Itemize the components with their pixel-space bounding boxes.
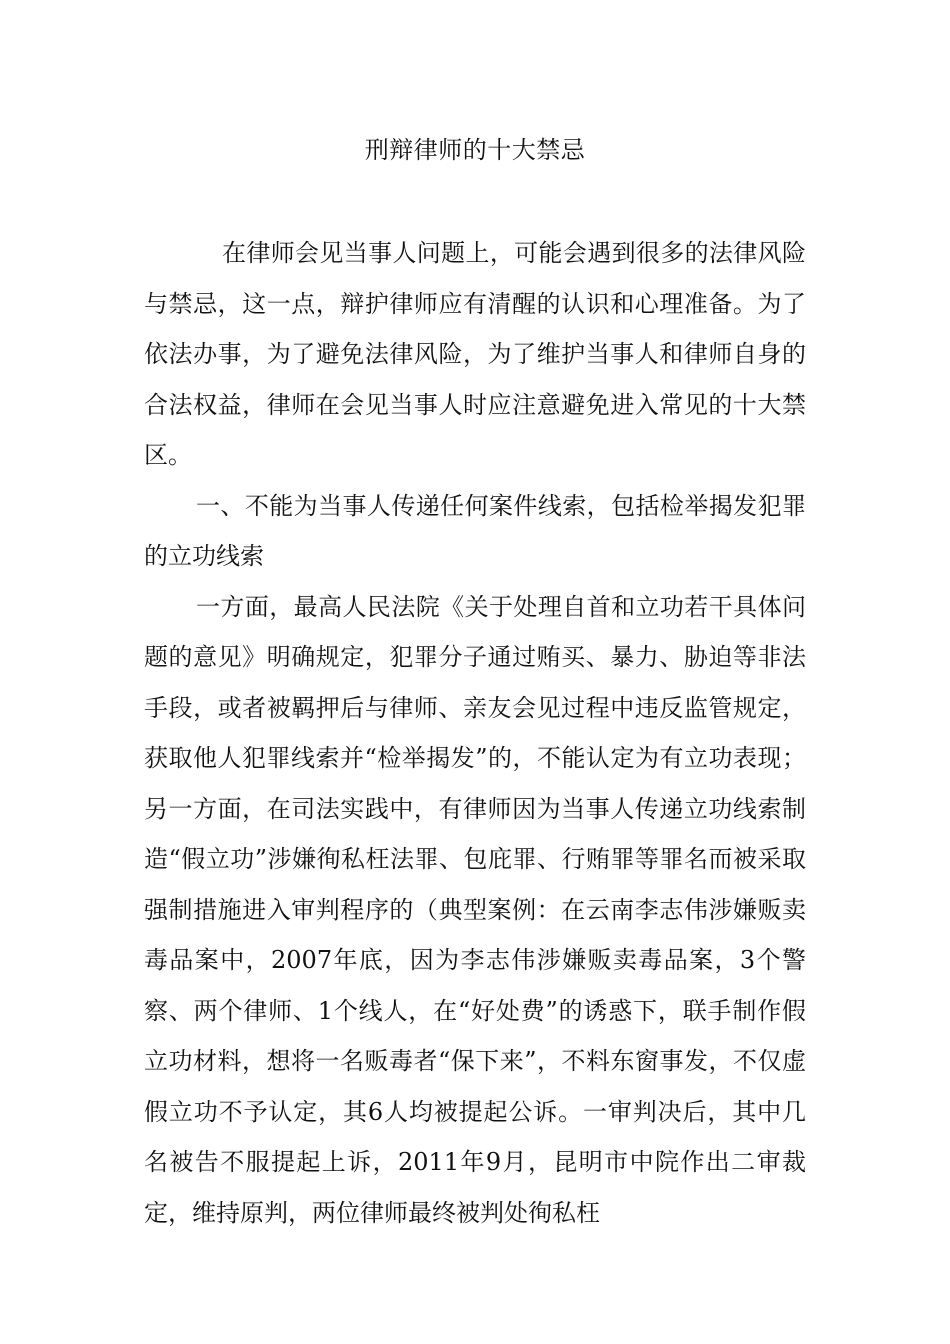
document-title: 刑辩律师的十大禁忌 (364, 136, 586, 164)
paragraph-intro: 在律师会见当事人问题上，可能会遇到很多的法律风险与禁忌，这一点，辩护律师应有清醒的认识和心理准备。为了依法办事，为了避免法律风险，为了维护当事人和律师自身的合法权益，律师在会见当事人时应注意避免进入常见的十大禁区。 (144, 239, 806, 469)
paragraph-case-detail: 一方面，最高人民法院《关于处理自首和立功若干具体问题的意见》明确规定，犯罪分子通过贿买、暴力、胁迫等非法手段，或者被羁押后与律师、亲友会见过程中违反监管规定，获取他人犯罪线索并“检举揭发”的，不能认定为有立功表现；另一方面，在司法实践中，有律师因为当事人传递立功线索制造“假立功”涉嫌徇私枉法罪、包庇罪、行贿罪等罪名而被采取强制措施进入审判程序的（典型案例：在云南李志伟涉嫌贩卖毒品案中，2007年底，因为李志伟涉嫌贩卖毒品案，3个警察、两个律师、1个线人，在“好处费”的诱惑下，联手制作假立功材料，想将一名贩毒者“保下来”，不料东窗事发，不仅虚假立功不予认定，其6人均被提起公诉。一审判决后，其中几名被告不服提起上诉，2011年9月，昆明市中院作出二审裁定，维持原判，两位律师最终被判处徇私枉 (144, 592, 806, 1227)
paragraph-heading-one: 一、不能为当事人传递任何案件线索，包括检举揭发犯罪的立功线索 (144, 491, 806, 570)
document-body (144, 228, 806, 1238)
